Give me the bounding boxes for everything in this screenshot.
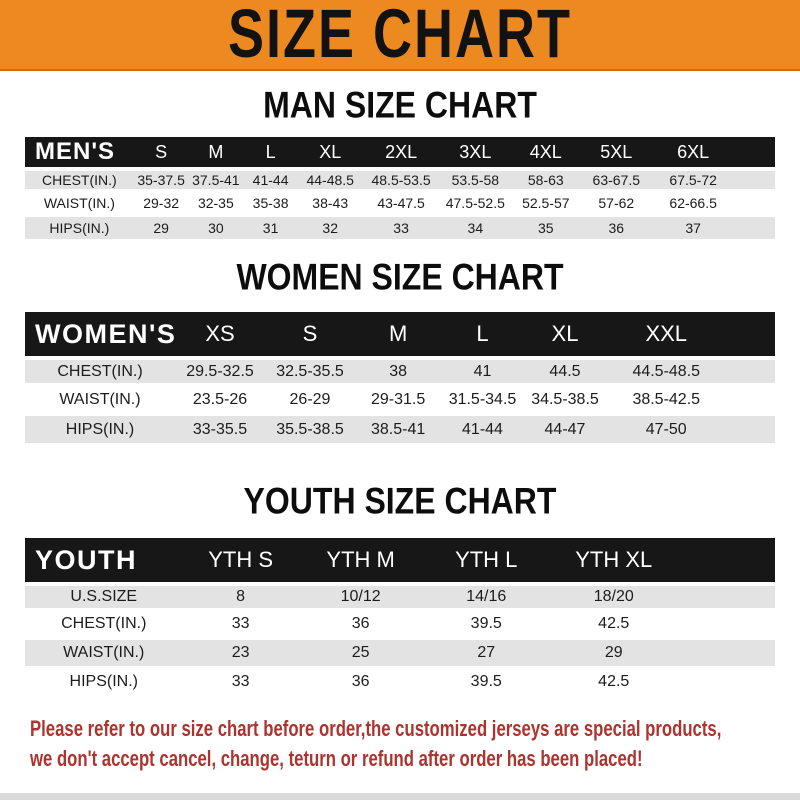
size-column-header: 4XL [511, 137, 581, 167]
size-value-cell: 58-63 [511, 167, 581, 192]
youth-section-title: YOUTH SIZE CHART [243, 480, 557, 522]
row-label: HIPS(IN.) [25, 669, 183, 698]
us-size-row [25, 582, 775, 611]
size-column-header: XL [524, 312, 607, 356]
size-value-cell: 29 [134, 217, 189, 242]
chest-row [25, 167, 775, 192]
size-value-cell: 29.5-32.5 [175, 356, 265, 386]
size-column-header: XL [298, 137, 363, 167]
size-value-cell: 36 [299, 611, 423, 640]
youth-header-row [25, 538, 775, 582]
empty-cell [678, 582, 776, 611]
size-value-cell: 36 [299, 669, 423, 698]
size-value-cell: 41-44 [441, 416, 524, 446]
size-value-cell: 14/16 [423, 582, 551, 611]
size-column-header: 2XL [362, 137, 439, 167]
empty-cell [734, 167, 775, 192]
size-value-cell: 42.5 [550, 669, 678, 698]
row-label: HIPS(IN.) [25, 217, 134, 242]
size-column-header: YTH M [299, 538, 423, 582]
chest-row [25, 611, 775, 640]
size-value-cell: 44-48.5 [298, 167, 363, 192]
size-column-header: YTH L [423, 538, 551, 582]
size-value-cell: 36 [581, 217, 652, 242]
size-value-cell: 44-47 [524, 416, 607, 446]
size-value-cell: 38.5-41 [355, 416, 441, 446]
man-section-title: MAN SIZE CHART [263, 84, 537, 126]
row-label: WAIST(IN.) [25, 640, 183, 669]
size-value-cell: 8 [183, 582, 299, 611]
men-header-row [25, 137, 775, 167]
size-value-cell: 35.5-38.5 [265, 416, 355, 446]
empty-cell [678, 669, 776, 698]
size-value-cell: 33 [183, 669, 299, 698]
size-value-cell: 23 [183, 640, 299, 669]
size-value-cell: 38-43 [298, 192, 363, 217]
size-chart-banner [0, 0, 800, 71]
size-value-cell: 29-32 [134, 192, 189, 217]
empty-cell [726, 386, 775, 416]
row-label: HIPS(IN.) [25, 416, 175, 446]
row-label: WAIST(IN.) [25, 192, 134, 217]
size-value-cell: 29 [550, 640, 678, 669]
size-value-cell: 48.5-53.5 [362, 167, 439, 192]
empty-cell [678, 611, 776, 640]
size-value-cell: 30 [188, 217, 243, 242]
size-value-cell: 35-38 [243, 192, 298, 217]
size-value-cell: 18/20 [550, 582, 678, 611]
waist-row [25, 640, 775, 669]
empty-cell [726, 312, 775, 356]
women-section-title: WOMEN SIZE CHART [236, 256, 564, 298]
size-value-cell: 31 [243, 217, 298, 242]
women-table-corner-label: WOMEN'S [25, 312, 175, 356]
size-column-header: M [188, 137, 243, 167]
empty-cell [726, 416, 775, 446]
disclaimer-line-2: we don't accept cancel, change, teturn or refund after order has been placed! [30, 746, 643, 771]
page-title: SIZE CHART [228, 0, 572, 73]
size-column-header: 5XL [581, 137, 652, 167]
men-table-corner-label: MEN'S [25, 137, 134, 167]
waist-row [25, 386, 775, 416]
empty-cell [734, 192, 775, 217]
empty-cell [678, 640, 776, 669]
size-column-header: 3XL [440, 137, 511, 167]
size-column-header: M [355, 312, 441, 356]
size-value-cell: 44.5 [524, 356, 607, 386]
row-label: WAIST(IN.) [25, 386, 175, 416]
size-value-cell: 47-50 [606, 416, 726, 446]
size-column-header: 6XL [652, 137, 735, 167]
row-label: CHEST(IN.) [25, 611, 183, 640]
row-label: CHEST(IN.) [25, 167, 134, 192]
size-value-cell: 29-31.5 [355, 386, 441, 416]
size-value-cell: 26-29 [265, 386, 355, 416]
size-column-header: XS [175, 312, 265, 356]
size-value-cell: 33 [183, 611, 299, 640]
size-value-cell: 62-66.5 [652, 192, 735, 217]
size-value-cell: 42.5 [550, 611, 678, 640]
size-value-cell: 34 [440, 217, 511, 242]
chest-row [25, 356, 775, 386]
size-column-header: YTH XL [550, 538, 678, 582]
empty-cell [678, 538, 776, 582]
size-value-cell: 63-67.5 [581, 167, 652, 192]
size-value-cell: 27 [423, 640, 551, 669]
size-value-cell: 41-44 [243, 167, 298, 192]
size-value-cell: 67.5-72 [652, 167, 735, 192]
size-value-cell: 33-35.5 [175, 416, 265, 446]
size-value-cell: 53.5-58 [440, 167, 511, 192]
size-value-cell: 38.5-42.5 [606, 386, 726, 416]
size-value-cell: 37 [652, 217, 735, 242]
size-value-cell: 52.5-57 [511, 192, 581, 217]
size-value-cell: 57-62 [581, 192, 652, 217]
size-value-cell: 34.5-38.5 [524, 386, 607, 416]
size-column-header: S [265, 312, 355, 356]
size-value-cell: 43-47.5 [362, 192, 439, 217]
size-value-cell: 25 [299, 640, 423, 669]
row-label: CHEST(IN.) [25, 356, 175, 386]
size-value-cell: 39.5 [423, 669, 551, 698]
empty-cell [734, 137, 775, 167]
women-header-row [25, 312, 775, 356]
size-value-cell: 32.5-35.5 [265, 356, 355, 386]
women-size-table [25, 312, 775, 446]
youth-table-corner-label: YOUTH [25, 538, 183, 582]
size-value-cell: 39.5 [423, 611, 551, 640]
size-value-cell: 44.5-48.5 [606, 356, 726, 386]
size-value-cell: 38 [355, 356, 441, 386]
youth-size-table [25, 538, 775, 698]
waist-row [25, 192, 775, 217]
hips-row [25, 217, 775, 242]
hips-row [25, 416, 775, 446]
size-value-cell: 41 [441, 356, 524, 386]
size-value-cell: 32 [298, 217, 363, 242]
men-size-table [25, 137, 775, 242]
size-column-header: XXL [606, 312, 726, 356]
size-value-cell: 23.5-26 [175, 386, 265, 416]
size-value-cell: 37.5-41 [188, 167, 243, 192]
empty-cell [726, 356, 775, 386]
size-value-cell: 47.5-52.5 [440, 192, 511, 217]
order-disclaimer [0, 714, 800, 774]
hips-row [25, 669, 775, 698]
size-column-header: YTH S [183, 538, 299, 582]
size-value-cell: 32-35 [188, 192, 243, 217]
size-column-header: L [441, 312, 524, 356]
row-label: U.S.SIZE [25, 582, 183, 611]
empty-cell [734, 217, 775, 242]
size-column-header: L [243, 137, 298, 167]
disclaimer-line-1: Please refer to our size chart before order,the customized jerseys are special products, [30, 716, 722, 741]
size-value-cell: 35-37.5 [134, 167, 189, 192]
bottom-edge-strip [0, 793, 800, 800]
size-value-cell: 33 [362, 217, 439, 242]
size-value-cell: 10/12 [299, 582, 423, 611]
size-value-cell: 31.5-34.5 [441, 386, 524, 416]
size-column-header: S [134, 137, 189, 167]
size-value-cell: 35 [511, 217, 581, 242]
